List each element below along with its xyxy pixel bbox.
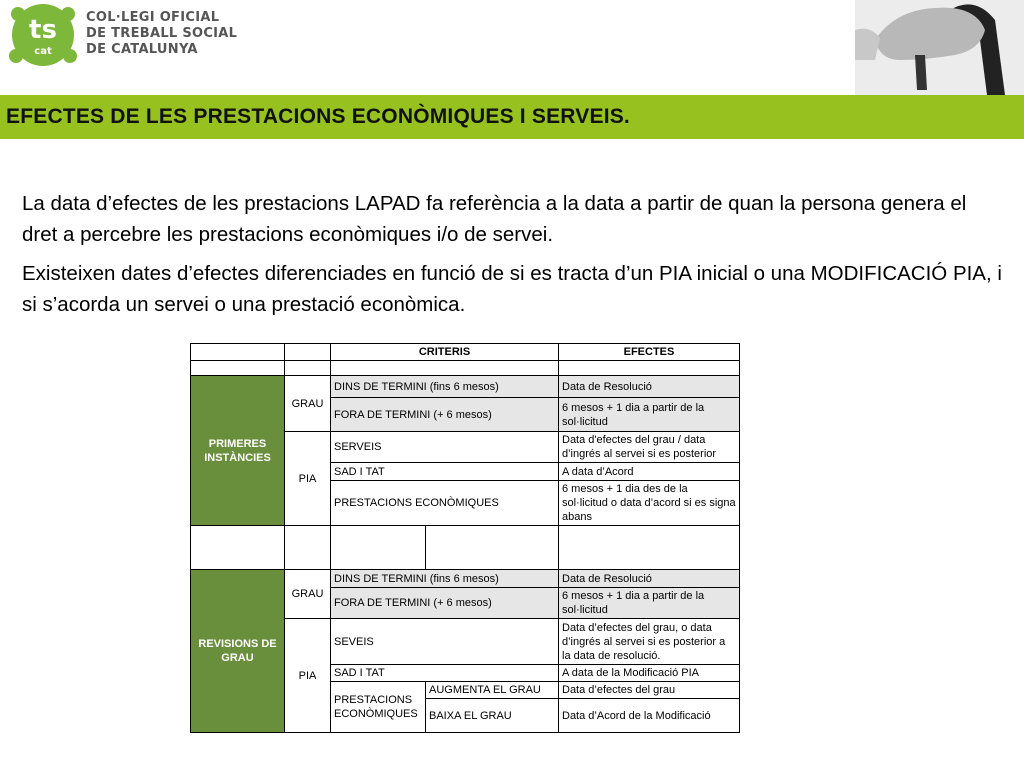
svg-text:ts: ts [29,15,57,45]
efecte-cell: A data de la Modificació PIA [559,665,740,682]
spacer-row [191,526,740,570]
blank-cell [426,526,559,570]
hand-cane-image [855,0,1024,95]
criteri-cell: SAD I TAT [331,665,559,682]
blank-cell [285,344,331,361]
hand-with-cane-photo [855,0,1024,95]
blank-cell [191,526,285,570]
grau-label: GRAU [285,570,331,619]
blank-cell [559,526,740,570]
criteri-cell: PRESTACIONS ECONÒMIQUES [331,481,559,526]
sub-criteri-cell: AUGMENTA EL GRAU [426,682,559,699]
blank-cell [559,361,740,376]
criteris-header: CRITERIS [331,344,559,361]
sub-criteri-cell: BAIXA EL GRAU [426,699,559,733]
primeres-instancies-label: PRIMERES INSTÀNCIES [191,376,285,526]
page-title: EFECTES DE LES PRESTACIONS ECONÒMIQUES I SERVEIS. [6,105,630,128]
criteri-cell: SERVEIS [331,432,559,463]
header-row [191,344,740,361]
title-bar [0,95,1024,139]
criteri-cell: FORA DE TERMINI (+ 6 mesos) [331,588,559,619]
pia-label: PIA [285,432,331,526]
criteri-cell: SAD I TAT [331,463,559,481]
blank-cell [285,526,331,570]
blank-cell [331,361,559,376]
prestacions-criteri-cell: PRESTACIONS ECONÒMIQUES [331,682,426,733]
header [0,0,1024,95]
blank-cell [285,361,331,376]
ts-cat-logo [6,2,80,68]
blank-cell [331,526,426,570]
blank-cell [191,361,285,376]
efecte-cell: Data de Resolució [559,570,740,588]
efecte-cell: Data d’Acord de la Modificació [559,699,740,733]
pia-label: PIA [285,619,331,733]
criteri-cell: FORA DE TERMINI (+ 6 mesos) [331,398,559,432]
paragraph-1: La data d’efectes de les prestacions LAPAD fa referència a la data a partir de quan la persona genera el dret a percebre les prestacions econòmiques i/o de servei. [22,192,967,246]
efecte-cell: 6 mesos + 1 dia a partir de la sol·licitud [559,588,740,619]
svg-text:cat: cat [34,46,52,57]
efectes-header: EFECTES [559,344,740,361]
criteri-cell: SEVEIS [331,619,559,665]
grau-label: GRAU [285,376,331,432]
org-name [86,10,237,58]
org-line-3: DE CATALUNYA [86,42,198,57]
efecte-cell: Data d’efectes del grau [559,682,740,699]
efecte-cell: Data d'efectes del grau / data d’ingrés al servei si es posterior [559,432,740,463]
org-line-1: COL·LEGI OFICIAL [86,10,220,25]
blank-cell [191,344,285,361]
org-line-2: DE TREBALL SOCIAL [86,26,238,41]
efecte-cell: 6 mesos + 1 dia a partir de la sol·licitud [559,398,740,432]
criteri-cell: DINS DE TERMINI (fins 6 mesos) [331,570,559,588]
efecte-cell: A data d’Acord [559,463,740,481]
efecte-cell: Data de Resolució [559,376,740,398]
efecte-cell: Data d’efectes del grau, o data d’ingrés al servei si es posterior a la data de resolució. [559,619,740,665]
spacer-row [191,361,740,376]
paragraph-2: Existeixen dates d’efectes diferenciades en funció de si es tracta d’un PIA inicial o una MODIFICACIÓ PIA, i si s’acorda un servei o una prestació econòmica. [22,262,1002,316]
table-row [191,376,740,398]
effects-table [190,343,740,733]
revisions-de-grau-label: REVISIONS DE GRAU [191,570,285,733]
efecte-cell: 6 mesos + 1 dia des de la sol·licitud o data d’acord si es signa abans [559,481,740,526]
table-row [191,570,740,588]
criteri-cell: DINS DE TERMINI (fins 6 mesos) [331,376,559,398]
